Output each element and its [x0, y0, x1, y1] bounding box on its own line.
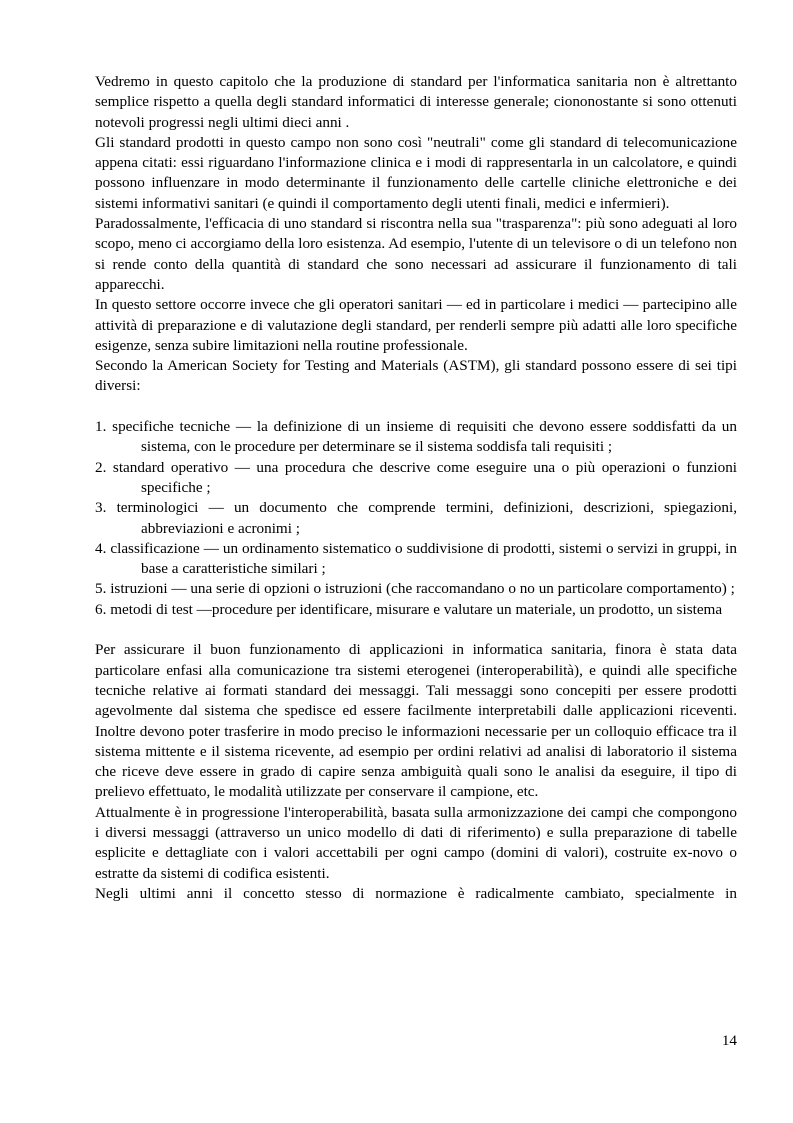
list-item-text: specifiche tecniche — la definizione di un insieme di requisiti che devono essere soddisfatti da un sistema, con le procedure per determinare se il sistema soddisfa tali requisiti ; — [112, 418, 737, 456]
spacer — [95, 620, 737, 640]
list-item — [95, 498, 737, 539]
list-item-number: 3. — [95, 499, 107, 517]
list-item-number: 6. — [95, 600, 107, 618]
page-body — [95, 72, 737, 904]
paragraph-normalization: Negli ultimi anni il concetto stesso di normazione è radicalmente cambiato, specialmente in — [95, 884, 737, 902]
list-item-text: classificazione — un ordinamento sistematico o suddivisione di prodotti, sistemi o servizi in gruppi, in base a caratteristiche similari ; — [110, 539, 737, 578]
list-item — [95, 539, 737, 580]
list-item-number: 2. — [95, 458, 107, 476]
list-item — [95, 579, 737, 599]
spacer — [95, 397, 737, 417]
list-item — [95, 600, 737, 620]
list-item — [95, 417, 737, 458]
list-item-text: metodi di test —procedure per identificare, misurare e valutare un materiale, un prodotto, un sistema — [110, 600, 723, 618]
paragraph-astm: Secondo la American Society for Testing and Materials (ASTM), gli standard possono essere di sei tipi diversi: — [95, 357, 737, 395]
list-item-text: standard operativo — una procedura che descrive come eseguire una o più operazioni o funzioni specifiche ; — [112, 458, 738, 496]
list-item-number: 4. — [95, 539, 107, 557]
paragraph-harmonization: Attualmente è in progressione l'interoperabilità, basata sulla armonizzazione dei campi che compongono i diversi messaggi (attraverso un unico modello di dati di riferimento) e sulla preparazione di tabelle esplicite e dettagliate con i valori accettabili per ogni campo (domini di valori), costruite ex-novo o estratte da sistemi di codifica esistenti. — [95, 803, 737, 882]
paragraph-interoperability: Per assicurare il buon funzionamento di applicazioni in informatica sanitaria, finora è stata data particolare enfasi alla comunicazione tra sistemi eterogenei (interoperabilità), e quindi alle specifiche tecniche relative ai formati standard dei messaggi. Tali messaggi sono concepiti per essere prodotti agevolmente dal sistema che spedisce ed essere facilmente interpretabili dalle applicazioni riceventi. Inoltre devono poter trasferire in modo preciso le informazioni necessarie per un colloquio efficace tra il sistema mittente e il sistema ricevente, ad esempio per ordini relativi ad analisi di laboratorio il sistema che riceve deve essere in grado di capire senza ambiguità quali sono le analisi da eseguire, il tipo di prelievo effettuato, le modalità utilizzate per conservare il campione, etc. — [95, 641, 737, 801]
paragraph-neutral-standards: Gli standard prodotti in questo campo non sono così "neutrali" come gli standard di telecomunicazione appena citati: essi riguardano l'informazione clinica e i modi di rappresentarla in un calcolatore, e quindi possono influenzare in modo determinante il funzionamento delle cartelle cliniche elettroniche e dei sistemi informativi sanitari (e quindi il comportamento degli utenti finali, medici e infermieri). — [95, 133, 737, 212]
page-number: 14 — [721, 1032, 737, 1049]
list-item-text: terminologici — un documento che comprende termini, definizioni, descrizioni, spiegazioni, abbreviazioni e acronimi ; — [116, 499, 738, 537]
standard-types-list — [95, 417, 737, 620]
list-item-text: istruzioni — una serie di opzioni o istruzioni (che raccomandano o no un particolare comportamento) ; — [110, 580, 735, 598]
list-item — [95, 458, 737, 499]
list-item-number: 5. — [95, 580, 107, 598]
list-item-number: 1. — [95, 418, 107, 436]
paragraph-transparency: Paradossalmente, l'efficacia di uno standard si riscontra nella sua "trasparenza": più sono adeguati al loro scopo, meno ci accorgiamo della loro esistenza. Ad esempio, l'utente di un televisore o di un telefono non si rende conto della quantità di standard che sono necessari ad assicurare il funzionamento di tali apparecchi. — [95, 215, 737, 293]
paragraph-intro: Vedremo in questo capitolo che la produzione di standard per l'informatica sanitaria non è altrettanto semplice rispetto a quella degli standard informatici di interesse generale; ciononostante si sono ottenuti notevoli progressi negli ultimi dieci anni . — [95, 73, 737, 131]
paragraph-operators: In questo settore occorre invece che gli operatori sanitari — ed in particolare i medici — partecipino alle attività di preparazione e di valutazione degli standard, per renderli sempre più adatti alle loro specifiche esigenze, senza subire limitazioni nella routine professionale. — [95, 296, 737, 354]
